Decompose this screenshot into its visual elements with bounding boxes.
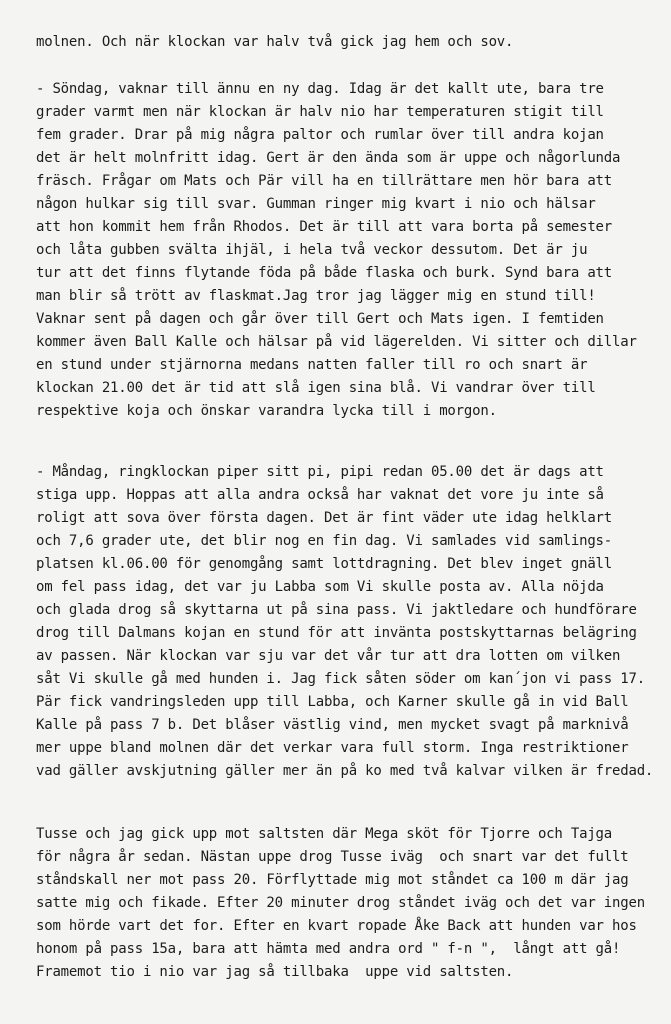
text-line: och 7,6 grader ute, det blir nog en fin dag. Vi samlades vid samlings- xyxy=(36,533,613,549)
text-line: stiga upp. Hoppas att alla andra också har vaknat det vore ju inte så xyxy=(36,487,604,503)
text-line: Vaknar sent på dagen och går över till Gert och Mats igen. I femtiden xyxy=(36,311,604,327)
text-line: mer uppe bland molnen där det verkar vara full storm. Inga restriktioner xyxy=(36,740,629,756)
text-line: det är helt molnfritt idag. Gert är den ända som är uppe och någorlunda xyxy=(36,150,621,166)
text-line: för några år sedan. Nästan uppe drog Tusse iväg och snart var det fullt xyxy=(36,849,629,865)
text-line: Kalle på pass 7 b. Det blåser västlig vind, men mycket svagt på marknivå xyxy=(36,717,629,733)
text-line: av passen. När klockan var sju var det vår tur att dra lotten om vilken xyxy=(36,648,621,664)
text-line: om fel pass idag, det var ju Labba som Vi skulle posta av. Alla nöjda xyxy=(36,579,604,595)
text-line: och låta gubben svälta ihjäl, i hela två veckor dessutom. Det är ju xyxy=(36,242,588,258)
text-line: tur att det finns flytande föda på både flaska och burk. Synd bara att xyxy=(36,265,613,281)
text-line: och glada drog så skyttarna ut på sina pass. Vi jaktledare och hundförare xyxy=(36,602,637,618)
text-line: drog till Dalmans kojan en stund för att invänta postskyttarnas belägring xyxy=(36,625,637,641)
text-line: såt Vi skulle gå med hunden i. Jag fick såten söder om kan´jon vi pass 17. xyxy=(36,671,645,687)
text-line: honom på pass 15a, bara att hämta med andra ord " f-n ", långt att gå! xyxy=(36,941,621,957)
text-line: Pär fick vandringsleden upp till Labba, och Karner skulle gå in vid Ball xyxy=(36,694,629,710)
text-line: att hon kommit hem från Rhodos. Det är till att vara borta på semester xyxy=(36,219,613,235)
text-line: roligt att sova över första dagen. Det är fint väder ute idag helklart xyxy=(36,510,613,526)
text-line: en stund under stjärnorna medans natten faller till ro och snart är xyxy=(36,357,588,373)
text-line: någon hulkar sig till svar. Gumman ringer mig kvart i nio och hälsar xyxy=(36,196,596,212)
text-line: kommer även Ball Kalle och hälsar på vid lägerelden. Vi sitter och dillar xyxy=(36,334,637,350)
text-line: platsen kl.06.00 för genomgång samt lottdragning. Det blev inget gnäll xyxy=(36,556,613,572)
text-line: klockan 21.00 det är tid att slå igen sina blå. Vi vandrar över till xyxy=(36,380,596,396)
text-line: man blir så trött av flaskmat.Jag tror jag lägger mig en stund till! xyxy=(36,288,596,304)
text-line: - Söndag, vaknar till ännu en ny dag. Idag är det kallt ute, bara tre xyxy=(36,81,604,97)
text-line: satte mig och fikade. Efter 20 minuter drog ståndet iväg och det var ingen xyxy=(36,895,645,911)
text-line: grader varmt men när klockan är halv nio har temperaturen stigit till xyxy=(36,104,604,120)
text-line: Framemot tio i nio var jag så tillbaka uppe vid saltsten. xyxy=(36,964,514,980)
text-line: ståndskall ner mot pass 20. Förflyttade mig mot ståndet ca 100 m där jag xyxy=(36,872,629,888)
text-line: fräsch. Frågar om Mats och Pär vill ha en tillrättare men hör bara att xyxy=(36,173,613,189)
text-line: Tusse och jag gick upp mot saltsten där Mega sköt för Tjorre och Tajga xyxy=(36,826,613,842)
text-line: - Måndag, ringklockan piper sitt pi, pipi redan 05.00 det är dags att xyxy=(36,464,604,480)
text-line: fem grader. Drar på mig några paltor och rumlar över till andra kojan xyxy=(36,127,604,143)
text-line: molnen. Och när klockan var halv två gick jag hem och sov. xyxy=(36,34,514,50)
text-line: som hörde vart det for. Efter en kvart ropade Åke Back att hunden var hos xyxy=(36,918,637,934)
text-line: vad gäller avskjutning gäller mer än på ko med två kalvar vilken är fredad. xyxy=(36,763,654,779)
text-line: respektive koja och önskar varandra lycka till i morgon. xyxy=(36,403,497,419)
